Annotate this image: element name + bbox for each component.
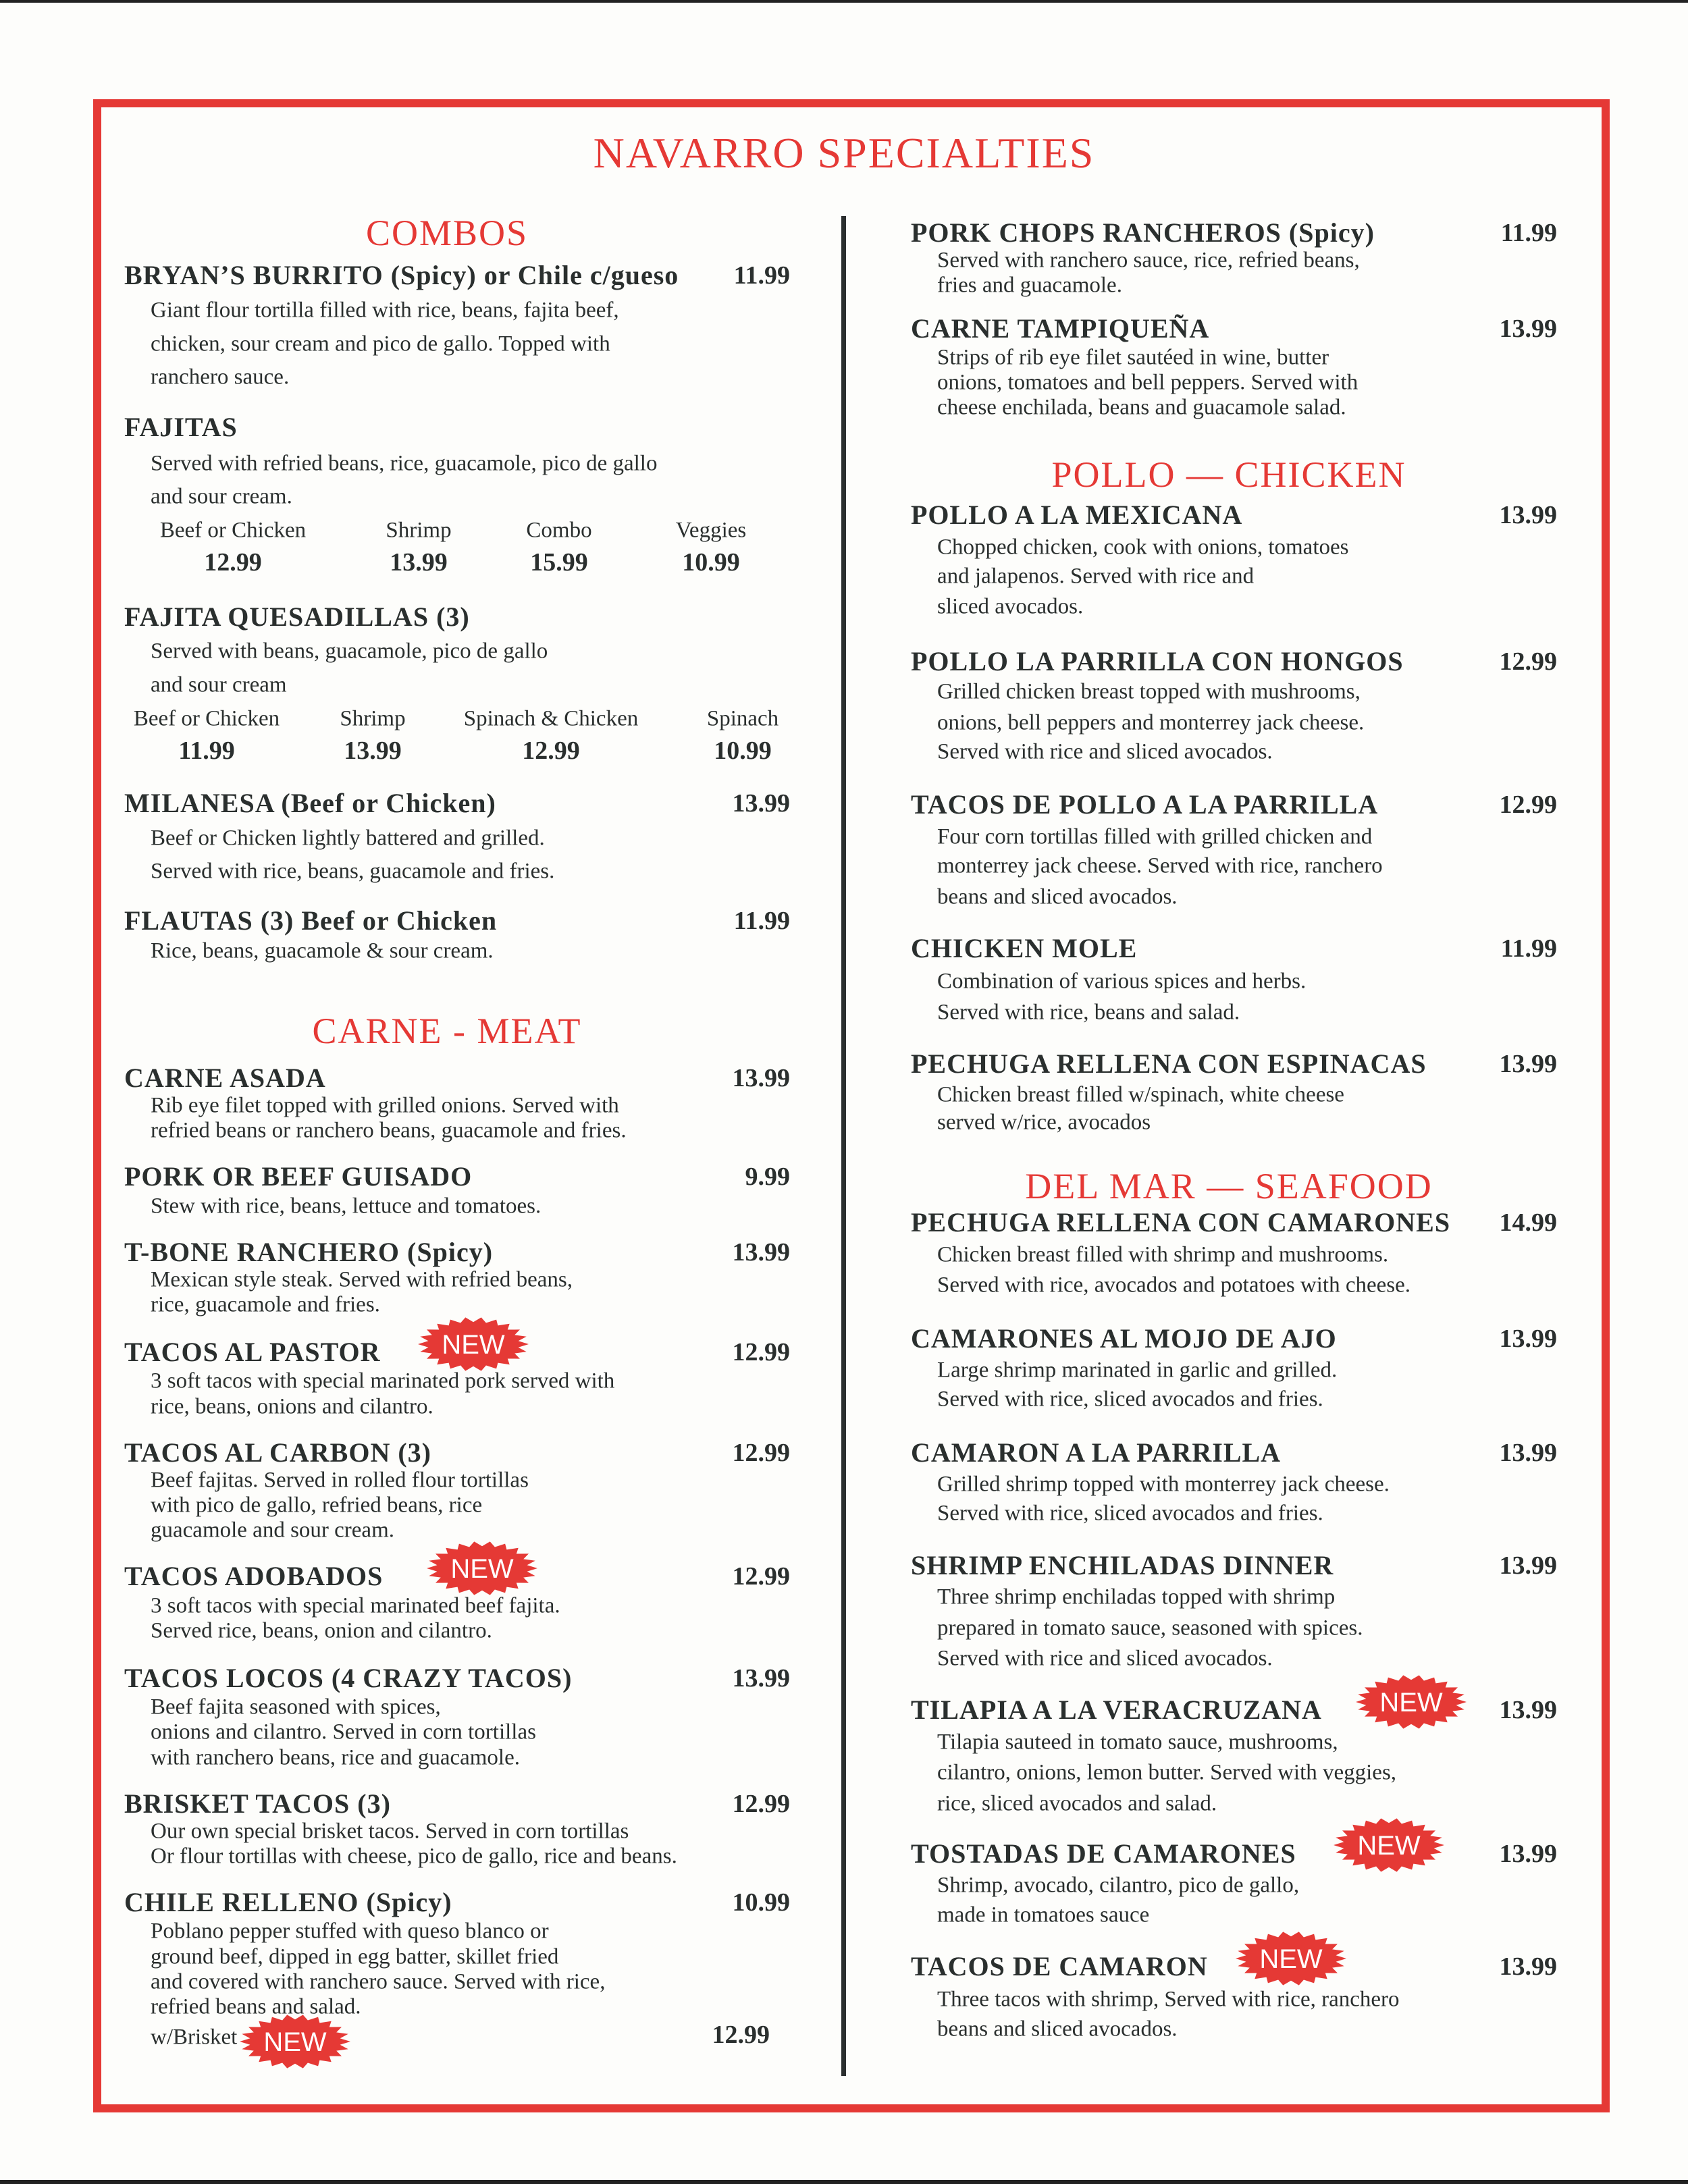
menu-item-description: and sour cream bbox=[151, 672, 287, 697]
svg-text:NEW: NEW bbox=[1259, 1944, 1323, 1974]
new-badge bbox=[416, 1316, 531, 1373]
menu-item-description: fries and guacamole. bbox=[937, 273, 1122, 298]
menu-item-description: Mexican style steak. Served with refried beans, bbox=[151, 1267, 573, 1292]
menu-item-description: made in tomatoes sauce bbox=[937, 1902, 1150, 1927]
menu-item-description: rice, sliced avocados and salad. bbox=[937, 1791, 1217, 1816]
menu-item-description: beans and sliced avocados. bbox=[937, 2017, 1178, 2042]
menu-item-description: Three tacos with shrimp, Served with rice, ranchero bbox=[937, 1987, 1400, 2012]
svg-text:NEW: NEW bbox=[1357, 1831, 1421, 1861]
menu-item-price: 13.99 bbox=[1499, 1438, 1557, 1467]
menu-item-name: BRISKET TACOS (3) bbox=[124, 1788, 391, 1819]
option-label: Spinach bbox=[706, 706, 779, 730]
menu-item-description: refried beans or ranchero beans, guacamole and fries. bbox=[151, 1118, 627, 1143]
menu-item-description: Giant flour tortilla filled with rice, beans, fajita beef, bbox=[151, 298, 619, 323]
menu-item-price: 13.99 bbox=[732, 789, 790, 818]
menu-item-description: Four corn tortillas filled with grilled chicken and bbox=[937, 824, 1373, 849]
menu-item-description: guacamole and sour cream. bbox=[151, 1518, 395, 1543]
section-header-meat: CARNE - MEAT bbox=[312, 1011, 582, 1051]
menu-item-description: rice, beans, onions and cilantro. bbox=[151, 1394, 433, 1419]
menu-item-description: Combination of various spices and herbs. bbox=[937, 969, 1307, 994]
menu-item-description: Served with rice, sliced avocados and fries. bbox=[937, 1387, 1323, 1412]
menu-item-description: 3 soft tacos with special marinated beef fajita. bbox=[151, 1593, 560, 1618]
option-label: Combo bbox=[526, 518, 592, 543]
menu-item-name: CHILE RELLENO (Spicy) bbox=[124, 1887, 452, 1918]
menu-item-name: TACOS DE CAMARON bbox=[911, 1950, 1208, 1981]
menu-item-price: 12.99 bbox=[732, 1789, 790, 1818]
menu-item-description: and covered with ranchero sauce. Served with rice, bbox=[151, 1969, 606, 1994]
menu-item-price: 13.99 bbox=[1499, 1839, 1557, 1868]
menu-item-description: Large shrimp marinated in garlic and grilled. bbox=[937, 1358, 1338, 1383]
menu-item-name: PECHUGA RELLENA CON CAMARONES bbox=[911, 1207, 1451, 1238]
menu-item-price: 13.99 bbox=[1499, 314, 1557, 343]
page-title: NAVARRO SPECIALTIES bbox=[593, 129, 1095, 177]
menu-item-name: MILANESA (Beef or Chicken) bbox=[124, 788, 496, 819]
menu-item-price: 11.99 bbox=[1500, 934, 1557, 963]
menu-item-description: Poblano pepper stuffed with queso blanco or bbox=[151, 1919, 549, 1944]
menu-item-name: TACOS DE POLLO A LA PARRILLA bbox=[911, 789, 1379, 820]
menu-item-description: onions and cilantro. Served in corn tortillas bbox=[151, 1720, 536, 1744]
menu-item-description: rice, guacamole and fries. bbox=[151, 1292, 380, 1317]
menu-item-description: Beef fajitas. Served in rolled flour tortillas bbox=[151, 1468, 529, 1493]
menu-item-description: Tilapia sauteed in tomato sauce, mushrooms, bbox=[937, 1730, 1338, 1755]
option-price: 13.99 bbox=[344, 736, 402, 765]
menu-item-price: 13.99 bbox=[1499, 1551, 1557, 1580]
menu-item-price: 13.99 bbox=[732, 1063, 790, 1092]
menu-item-description: Chicken breast filled with shrimp and mushrooms. bbox=[937, 1242, 1389, 1267]
variant-label: w/Brisket bbox=[151, 2025, 238, 2050]
menu-item-description: Served with rice and sliced avocados. bbox=[937, 739, 1273, 764]
menu-item-price: 13.99 bbox=[1499, 1952, 1557, 1981]
menu-item-name: FAJITAS bbox=[124, 412, 238, 443]
section-header-combos: COMBOS bbox=[365, 213, 529, 253]
menu-item-description: Stew with rice, beans, lettuce and tomatoes. bbox=[151, 1194, 542, 1219]
menu-item-description: prepared in tomato sauce, seasoned with spices. bbox=[937, 1616, 1363, 1641]
option-label: Shrimp bbox=[340, 706, 406, 730]
menu-item-description: ranchero sauce. bbox=[151, 365, 290, 390]
menu-item-price: 11.99 bbox=[733, 261, 790, 290]
menu-item-description: ground beef, dipped in egg batter, skillet fried bbox=[151, 1944, 559, 1969]
menu-item-price: 12.99 bbox=[732, 1338, 790, 1367]
menu-item-description: Or flour tortillas with cheese, pico de gallo, rice and beans. bbox=[151, 1844, 677, 1869]
menu-item-price: 12.99 bbox=[1499, 647, 1557, 676]
menu-item-name: CARNE ASADA bbox=[124, 1062, 326, 1093]
menu-item-description: chicken, sour cream and pico de gallo. Topped with bbox=[151, 331, 610, 356]
menu-item-description: Grilled chicken breast topped with mushrooms, bbox=[937, 679, 1361, 704]
new-badge bbox=[425, 1540, 539, 1597]
menu-item-description: Grilled shrimp topped with monterrey jack cheese. bbox=[937, 1472, 1390, 1497]
menu-item-name: TOSTADAS DE CAMARONES bbox=[911, 1838, 1296, 1869]
menu-item-price: 11.99 bbox=[733, 906, 790, 935]
option-label: Veggies bbox=[675, 518, 747, 543]
menu-item-description: sliced avocados. bbox=[937, 594, 1084, 619]
menu-item-name: PORK CHOPS RANCHEROS (Spicy) bbox=[911, 217, 1375, 248]
option-price: 12.99 bbox=[522, 736, 580, 765]
menu-item-description: Served with rice, beans, guacamole and fries. bbox=[151, 859, 555, 884]
scan-edge-top bbox=[0, 0, 1688, 3]
menu-item-price: 13.99 bbox=[732, 1663, 790, 1693]
menu-item-price: 9.99 bbox=[745, 1163, 790, 1192]
menu-item-description: beans and sliced avocados. bbox=[937, 884, 1178, 909]
menu-item-description: onions, bell peppers and monterrey jack cheese. bbox=[937, 710, 1365, 735]
menu-item-description: Served with rice and sliced avocados. bbox=[937, 1646, 1273, 1671]
scan-edge-bottom bbox=[0, 2180, 1688, 2184]
menu-item-name: PECHUGA RELLENA CON ESPINACAS bbox=[911, 1048, 1427, 1080]
new-badge bbox=[1354, 1674, 1469, 1730]
menu-item-description: Beef fajita seasoned with spices, bbox=[151, 1695, 441, 1720]
svg-text:NEW: NEW bbox=[263, 2027, 327, 2058]
menu-item-description: Beef or Chicken lightly battered and grilled. bbox=[151, 826, 545, 851]
menu-item-description: and jalapenos. Served with rice and bbox=[937, 564, 1255, 589]
menu-item-description: cheese enchilada, beans and guacamole salad. bbox=[937, 395, 1346, 420]
menu-item-description: Chopped chicken, cook with onions, tomatoes bbox=[937, 535, 1349, 560]
menu-item-name: CAMARON A LA PARRILLA bbox=[911, 1437, 1282, 1468]
option-label: Spinach & Chicken bbox=[463, 706, 639, 730]
menu-item-description: Shrimp, avocado, cilantro, pico de gallo, bbox=[937, 1873, 1300, 1898]
menu-item-description: Served with rice, sliced avocados and fries. bbox=[937, 1501, 1323, 1526]
option-label: Shrimp bbox=[386, 518, 452, 543]
menu-item-price: 11.99 bbox=[1500, 218, 1557, 247]
section-header-seafood: DEL MAR — SEAFOOD bbox=[1025, 1166, 1433, 1206]
menu-item-name: TACOS AL CARBON (3) bbox=[124, 1437, 431, 1468]
menu-item-name: BRYAN’S BURRITO (Spicy) or Chile c/gueso bbox=[124, 260, 679, 291]
menu-item-description: Served rice, beans, onion and cilantro. bbox=[151, 1618, 492, 1643]
menu-item-price: 14.99 bbox=[1499, 1208, 1557, 1237]
menu-item-description: Served with rice, avocados and potatoes with cheese. bbox=[937, 1273, 1411, 1298]
menu-item-name: TACOS ADOBADOS bbox=[124, 1561, 384, 1592]
variant-price: 12.99 bbox=[712, 2021, 770, 2050]
menu-item-price: 12.99 bbox=[732, 1562, 790, 1591]
menu-item-description: Served with refried beans, rice, guacamole, pico de gallo bbox=[151, 451, 658, 476]
menu-item-description: monterrey jack cheese. Served with rice, ranchero bbox=[937, 853, 1383, 878]
menu-item-description: Rice, beans, guacamole & sour cream. bbox=[151, 938, 494, 963]
menu-item-description: Served with beans, guacamole, pico de gallo bbox=[151, 639, 548, 664]
option-price: 13.99 bbox=[390, 548, 448, 577]
menu-item-name: POLLO LA PARRILLA CON HONGOS bbox=[911, 645, 1404, 676]
menu-item-price: 13.99 bbox=[1499, 501, 1557, 530]
menu-item-description: with ranchero beans, rice and guacamole. bbox=[151, 1745, 520, 1769]
menu-item-price: 13.99 bbox=[732, 1237, 790, 1267]
menu-item-description: Served with ranchero sauce, rice, refried beans, bbox=[937, 248, 1360, 273]
menu-item-name: TACOS LOCOS (4 CRAZY TACOS) bbox=[124, 1662, 573, 1693]
menu-item-description: Three shrimp enchiladas topped with shrimp bbox=[937, 1584, 1336, 1609]
menu-item-name: SHRIMP ENCHILADAS DINNER bbox=[911, 1549, 1334, 1580]
menu-item-price: 12.99 bbox=[1499, 791, 1557, 820]
menu-item-description: Strips of rib eye filet sautéed in wine, butter bbox=[937, 345, 1329, 370]
option-price: 10.99 bbox=[714, 736, 772, 765]
menu-item-name: TACOS AL PASTOR bbox=[124, 1337, 381, 1368]
menu-item-description: served w/rice, avocados bbox=[937, 1110, 1151, 1135]
menu-item-price: 13.99 bbox=[1499, 1324, 1557, 1353]
menu-item-price: 13.99 bbox=[1499, 1696, 1557, 1725]
menu-item-name: TILAPIA A LA VERACRUZANA bbox=[911, 1695, 1322, 1726]
menu-item-name: PORK OR BEEF GUISADO bbox=[124, 1161, 473, 1192]
column-divider bbox=[841, 216, 846, 2076]
menu-item-name: T-BONE RANCHERO (Spicy) bbox=[124, 1236, 494, 1267]
menu-item-description: and sour cream. bbox=[151, 484, 292, 509]
new-badge bbox=[1331, 1817, 1446, 1873]
svg-text:NEW: NEW bbox=[442, 1329, 506, 1360]
menu-item-price: 12.99 bbox=[732, 1438, 790, 1467]
menu-item-description: Served with rice, beans and salad. bbox=[937, 1000, 1240, 1025]
menu-item-description: onions, tomatoes and bell peppers. Served with bbox=[937, 370, 1359, 395]
new-badge bbox=[238, 2013, 352, 2070]
menu-item-name: POLLO A LA MEXICANA bbox=[911, 500, 1243, 531]
menu-item-description: 3 soft tacos with special marinated pork served with bbox=[151, 1368, 615, 1393]
menu-item-price: 13.99 bbox=[1499, 1050, 1557, 1079]
menu-item-name: CAMARONES AL MOJO DE AJO bbox=[911, 1323, 1337, 1354]
option-price: 15.99 bbox=[530, 548, 588, 577]
option-price: 12.99 bbox=[204, 548, 262, 577]
menu-item-name: CHICKEN MOLE bbox=[911, 932, 1138, 963]
svg-text:NEW: NEW bbox=[1379, 1687, 1443, 1717]
menu-item-description: Chicken breast filled w/spinach, white cheese bbox=[937, 1082, 1344, 1107]
option-label: Beef or Chicken bbox=[159, 518, 307, 543]
menu-item-description: refried beans and salad. bbox=[151, 1994, 361, 2019]
option-price: 11.99 bbox=[178, 736, 235, 765]
menu-item-description: with pico de gallo, refried beans, rice bbox=[151, 1493, 483, 1518]
section-header-chicken: POLLO — CHICKEN bbox=[1051, 454, 1406, 495]
new-badge bbox=[1234, 1930, 1348, 1987]
svg-text:NEW: NEW bbox=[450, 1553, 514, 1584]
menu-item-name: CARNE TAMPIQUEÑA bbox=[911, 313, 1210, 344]
menu-item-description: cilantro, onions, lemon butter. Served with veggies, bbox=[937, 1760, 1397, 1785]
option-label: Beef or Chicken bbox=[133, 706, 280, 730]
menu-item-description: Rib eye filet topped with grilled onions. Served with bbox=[151, 1093, 619, 1118]
menu-item-name: FAJITA QUESADILLAS (3) bbox=[124, 601, 470, 632]
menu-item-price: 10.99 bbox=[732, 1888, 790, 1917]
menu-item-description: Our own special brisket tacos. Served in corn tortillas bbox=[151, 1819, 629, 1844]
menu-item-name: FLAUTAS (3) Beef or Chicken bbox=[124, 905, 498, 936]
option-price: 10.99 bbox=[682, 548, 740, 577]
